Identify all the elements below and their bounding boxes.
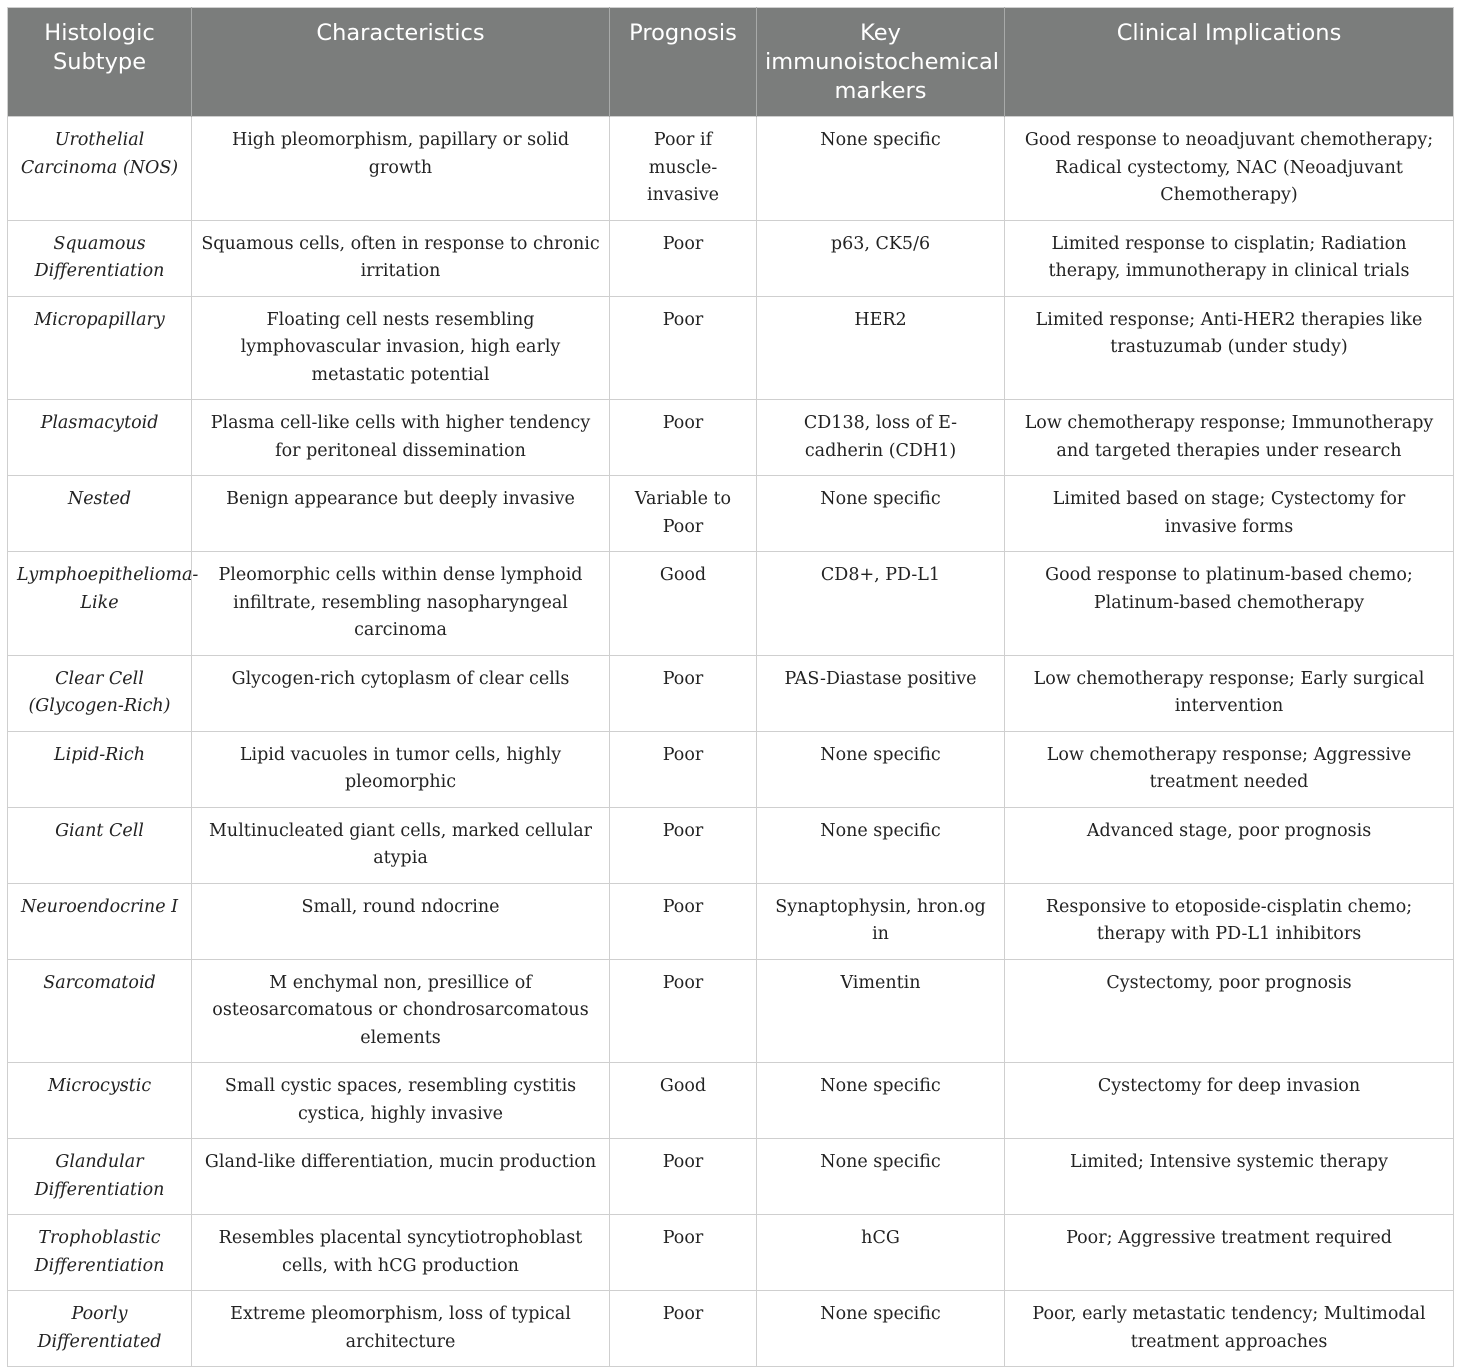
markers-cell: CD8+, PD-L1 (757, 552, 1005, 656)
table-row (8, 220, 1454, 296)
subtype-cell: Glandular Differentiation (8, 1139, 192, 1215)
subtype-cell: Lymphoepithelioma-Like (8, 552, 192, 656)
characteristics-cell: Small cystic spaces, resembling cystitis cystica, highly invasive (192, 1063, 610, 1139)
prognosis-cell: Poor (610, 807, 757, 883)
header-clinical-implications: Clinical Implications (1005, 8, 1454, 117)
markers-cell: hCG (757, 1215, 1005, 1291)
header-key-markers: Key immunoistochemical markers (757, 8, 1005, 117)
characteristics-cell: Floating cell nests resembling lymphovascular invasion, high early metastatic potential (192, 296, 610, 400)
markers-cell: HER2 (757, 296, 1005, 400)
characteristics-cell: Pleomorphic cells within dense lymphoid infiltrate, resembling nasopharyngeal carcinoma (192, 552, 610, 656)
subtype-cell: Nested (8, 476, 192, 552)
prognosis-cell: Poor (610, 731, 757, 807)
implications-cell: Advanced stage, poor prognosis (1005, 807, 1454, 883)
markers-cell: CD138, loss of E-cadherin (CDH1) (757, 400, 1005, 476)
implications-cell: Good response to platinum-based chemo; Platinum-based chemotherapy (1005, 552, 1454, 656)
markers-cell: None specific (757, 1291, 1005, 1367)
prognosis-cell: Poor if muscle-invasive (610, 117, 757, 221)
prognosis-cell: Poor (610, 883, 757, 959)
subtype-cell: Clear Cell (Glycogen-Rich) (8, 655, 192, 731)
prognosis-cell: Good (610, 552, 757, 656)
implications-cell: Low chemotherapy response; Immunotherapy and targeted therapies under research (1005, 400, 1454, 476)
table-row (8, 959, 1454, 1063)
subtype-cell: Squamous Differentiation (8, 220, 192, 296)
subtype-cell: Giant Cell (8, 807, 192, 883)
histologic-subtype-table (7, 7, 1454, 1367)
markers-cell: Vimentin (757, 959, 1005, 1063)
subtype-cell: Sarcomatoid (8, 959, 192, 1063)
subtype-cell: Microcystic (8, 1063, 192, 1139)
implications-cell: Limited; Intensive systemic therapy (1005, 1139, 1454, 1215)
table-row (8, 476, 1454, 552)
implications-cell: Limited response to cisplatin; Radiation therapy, immunotherapy in clinical trials (1005, 220, 1454, 296)
characteristics-cell: Resembles placental syncytiotrophoblast cells, with hCG production (192, 1215, 610, 1291)
markers-cell: None specific (757, 117, 1005, 221)
subtype-cell: Trophoblastic Differentiation (8, 1215, 192, 1291)
subtype-cell: Lipid-Rich (8, 731, 192, 807)
implications-cell: Low chemotherapy response; Aggressive treatment needed (1005, 731, 1454, 807)
implications-cell: Cystectomy, poor prognosis (1005, 959, 1454, 1063)
prognosis-cell: Variable to Poor (610, 476, 757, 552)
subtype-cell: Plasmacytoid (8, 400, 192, 476)
characteristics-cell: Extreme pleomorphism, loss of typical architecture (192, 1291, 610, 1367)
table-row (8, 296, 1454, 400)
table-row (8, 117, 1454, 221)
table-row (8, 655, 1454, 731)
characteristics-cell: High pleomorphism, papillary or solid growth (192, 117, 610, 221)
markers-cell: Synaptophysin, hron.og in (757, 883, 1005, 959)
prognosis-cell: Poor (610, 959, 757, 1063)
header-histologic-subtype: Histologic Subtype (8, 8, 192, 117)
header-characteristics: Characteristics (192, 8, 610, 117)
header-prognosis: Prognosis (610, 8, 757, 117)
prognosis-cell: Poor (610, 400, 757, 476)
implications-cell: Cystectomy for deep invasion (1005, 1063, 1454, 1139)
implications-cell: Poor, early metastatic tendency; Multimodal treatment approaches (1005, 1291, 1454, 1367)
characteristics-cell: Multinucleated giant cells, marked cellular atypia (192, 807, 610, 883)
prognosis-cell: Poor (610, 1215, 757, 1291)
markers-cell: None specific (757, 1063, 1005, 1139)
markers-cell: p63, CK5/6 (757, 220, 1005, 296)
subtype-cell: Urothelial Carcinoma (NOS) (8, 117, 192, 221)
table-header (8, 8, 1454, 117)
subtype-cell: Micropapillary (8, 296, 192, 400)
table-row (8, 1139, 1454, 1215)
markers-cell: None specific (757, 1139, 1005, 1215)
characteristics-cell: Glycogen-rich cytoplasm of clear cells (192, 655, 610, 731)
markers-cell: None specific (757, 807, 1005, 883)
table-row (8, 1063, 1454, 1139)
characteristics-cell: Plasma cell-like cells with higher tendency for peritoneal dissemination (192, 400, 610, 476)
subtype-cell: Poorly Differentiated (8, 1291, 192, 1367)
table-row (8, 552, 1454, 656)
implications-cell: Limited response; Anti-HER2 therapies like trastuzumab (under study) (1005, 296, 1454, 400)
subtype-cell: Neuroendocrine I (8, 883, 192, 959)
characteristics-cell: M enchymal non, presillice of osteosarcomatous or chondrosarcomatous elements (192, 959, 610, 1063)
prognosis-cell: Poor (610, 1291, 757, 1367)
characteristics-cell: Squamous cells, often in response to chronic irritation (192, 220, 610, 296)
header-row (8, 8, 1454, 117)
prognosis-cell: Poor (610, 296, 757, 400)
table-row (8, 1215, 1454, 1291)
table-row (8, 883, 1454, 959)
prognosis-cell: Poor (610, 220, 757, 296)
implications-cell: Responsive to etoposide-cisplatin chemo; therapy with PD-L1 inhibitors (1005, 883, 1454, 959)
table-body (8, 117, 1454, 1367)
implications-cell: Good response to neoadjuvant chemotherapy; Radical cystectomy, NAC (Neoadjuvant Chemotherapy) (1005, 117, 1454, 221)
markers-cell: PAS-Diastase positive (757, 655, 1005, 731)
characteristics-cell: Gland-like differentiation, mucin production (192, 1139, 610, 1215)
prognosis-cell: Good (610, 1063, 757, 1139)
table-row (8, 807, 1454, 883)
implications-cell: Poor; Aggressive treatment required (1005, 1215, 1454, 1291)
table-row (8, 1291, 1454, 1367)
implications-cell: Limited based on stage; Cystectomy for invasive forms (1005, 476, 1454, 552)
table-row (8, 731, 1454, 807)
characteristics-cell: Lipid vacuoles in tumor cells, highly pleomorphic (192, 731, 610, 807)
markers-cell: None specific (757, 731, 1005, 807)
markers-cell: None specific (757, 476, 1005, 552)
prognosis-cell: Poor (610, 1139, 757, 1215)
characteristics-cell: Benign appearance but deeply invasive (192, 476, 610, 552)
table-row (8, 400, 1454, 476)
characteristics-cell: Small, round ndocrine (192, 883, 610, 959)
implications-cell: Low chemotherapy response; Early surgical intervention (1005, 655, 1454, 731)
prognosis-cell: Poor (610, 655, 757, 731)
